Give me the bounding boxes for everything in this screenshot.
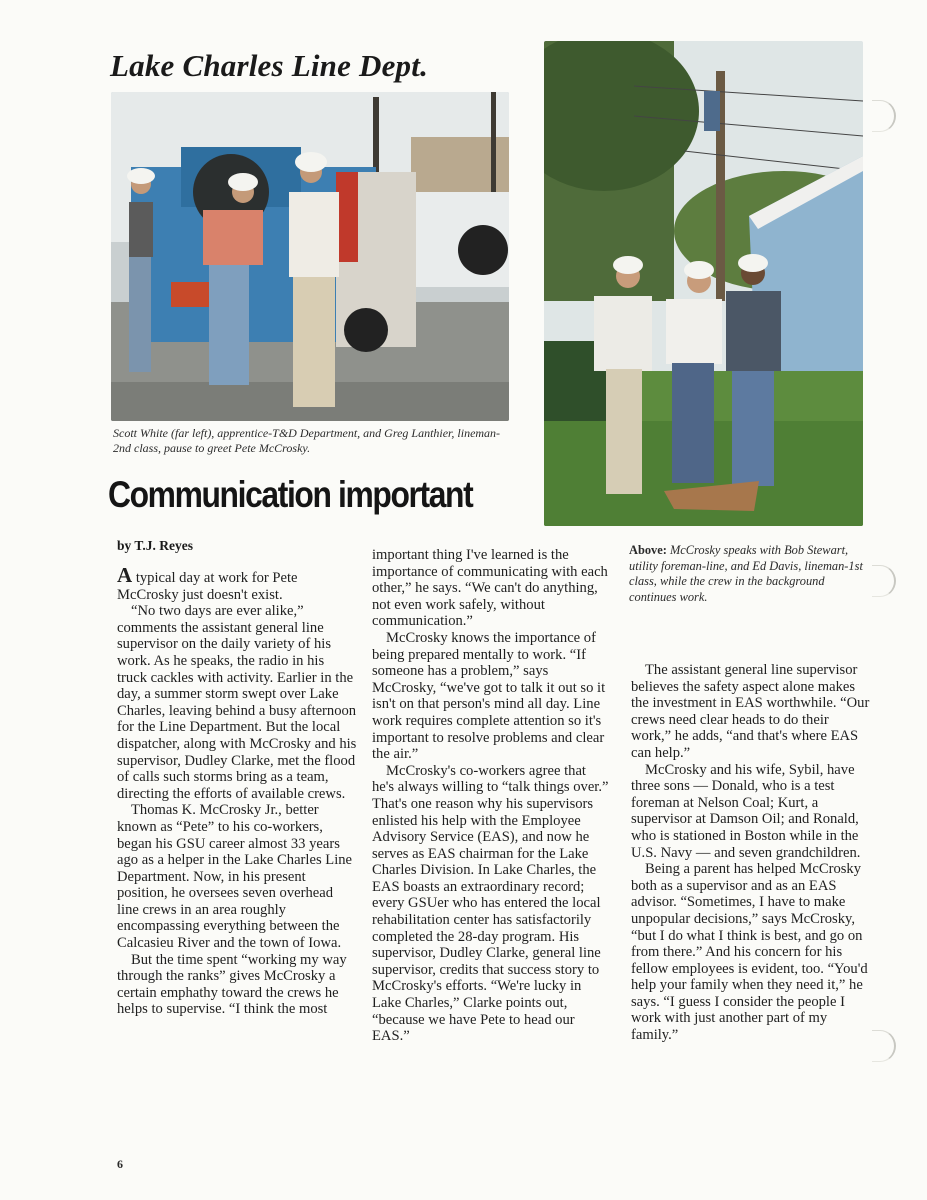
article-headline: Communication important bbox=[108, 474, 473, 515]
article-column-3 bbox=[631, 662, 871, 1044]
article-paragraph: McCrosky knows the importance of being prepared mentally to work. “If someone has a problem,” says McCrosky, “we've got to talk it out so it isn't on that person's mind all day. Line work requires complete attention so it's important to resolve problems and clear the air.” bbox=[372, 629, 606, 763]
byline: by T.J. Reyes bbox=[117, 538, 194, 553]
article-column-1 bbox=[117, 563, 357, 1018]
binder-hole-mark bbox=[872, 1030, 896, 1062]
binder-hole-mark bbox=[872, 100, 896, 132]
photo-line-truck-crew bbox=[111, 92, 509, 421]
article-paragraph: McCrosky and his wife, Sybil, have three sons — Donald, who is a test foreman at Nelson Coal; Kurt, a supervisor at Damson Oil; and Ronald, who is stationed in Boston while in the U.S. Navy — and seven grandchildren. bbox=[631, 761, 861, 861]
article-paragraph: Being a parent has helped McCrosky both as a supervisor and as an EAS advisor. “Sometimes, I have to make unpopular decisions,” says McCrosky, “but I do what I think is best, and go on from there.” And his concern for his fellow employees is evident, too. “You'd help your family when they need it,” he says. “I guess I consider the people I work with just another part of my family.” bbox=[631, 861, 868, 1044]
article-paragraph: important thing I've learned is the importance of communicating with each other,” he says. “We can't do anything, not even work safely, without communication.” bbox=[372, 547, 608, 630]
caption-text: McCrosky speaks with Bob Stewart, utility foreman-line, and Ed Davis, lineman-1st class, while the crew in the background continues work. bbox=[629, 543, 863, 604]
caption-lead: Above: bbox=[629, 543, 667, 557]
article-text: typical day at work for Pete McCrosky just doesn't exist. bbox=[117, 570, 298, 603]
article-paragraph: Thomas K. McCrosky Jr., better known as “Pete” to his co-workers, began his GSU career almost 33 years ago as a helper in the Lake Charles Line Department. Now, in his present position, he oversees seven overhead line crews in an area roughly encompassing everything between the Calcasieu River and the town of Iowa. bbox=[117, 802, 353, 952]
article-paragraph: “No two days are ever alike,” comments the assistant general line supervisor on the daily variety of his work. As he speaks, the radio in his truck cackles with activity. Earlier in the day, a summer storm swept over Lake Charles, leaving behind a busy afternoon for the Line Department. But the local dispatcher, along with McCrosky and his supervisor, Dudley Clarke, met the flood of calls such storms bring as a team, directing the efforts of available crews. bbox=[117, 603, 357, 802]
article-paragraph: But the time spent “working my way through the ranks” gives McCrosky a certain emphathy toward the crews he helps to supervise. “I think the most bbox=[117, 951, 347, 1018]
photo-caption-right bbox=[629, 543, 869, 605]
photo-caption-left: Scott White (far left), apprentice-T&D Department, and Greg Lanthier, lineman-2nd class, pause to greet Pete McCrosky. bbox=[113, 426, 501, 455]
article-paragraph: McCrosky's co-workers agree that he's always willing to “talk things over.” That's one reason why his supervisors enlisted his help with the Employee Advisory Service (EAS), and now he serves as EAS chairman for the Lake Charles Division. In Lake Charles, the EAS boasts an extraordinary record; every GSUer who has entered the local rehabilitation center has satisfactorily completed the 28-day program. His supervisor, Dudley Clarke, general line supervisor, credits that success story to McCrosky's efforts. “We're lucky in Lake Charles,” Clarke points out, “because we have Pete to head our EAS.” bbox=[372, 762, 609, 1045]
article-paragraph bbox=[117, 563, 357, 603]
drop-cap: A bbox=[117, 563, 133, 587]
article-column-2 bbox=[372, 547, 610, 1045]
page-number: 6 bbox=[117, 1157, 123, 1171]
photo-utility-pole-crew bbox=[544, 41, 863, 526]
article-paragraph: The assistant general line supervisor believes the safety aspect alone makes the investment in EAS worthwhile. “Our crews need clear heads to do their work,” he adds, “and that's where EAS can help.” bbox=[631, 662, 870, 761]
binder-hole-mark bbox=[872, 565, 896, 597]
section-title: Lake Charles Line Dept. bbox=[110, 48, 429, 83]
